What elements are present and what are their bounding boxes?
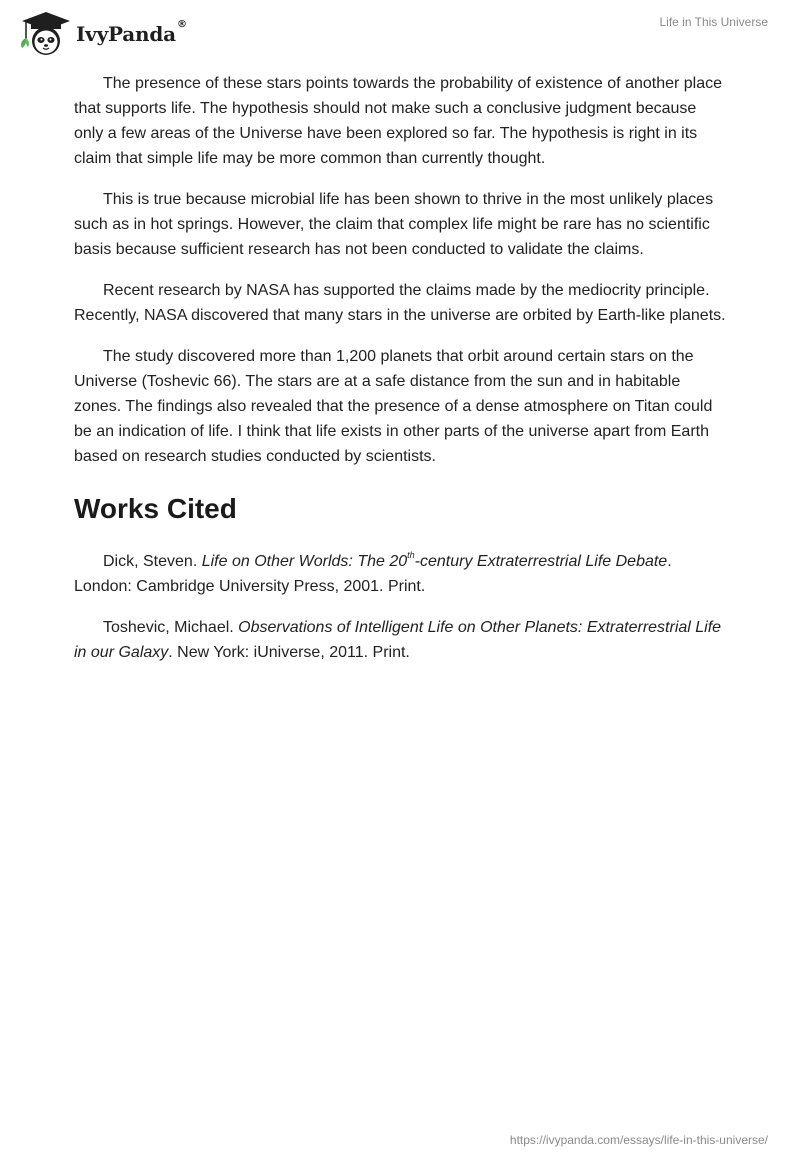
citation-entry [74, 615, 726, 665]
source-url[interactable]: https://ivypanda.com/essays/life-in-this-universe/ [509, 1133, 768, 1147]
essay-content [74, 71, 726, 681]
registered-mark: ® [176, 19, 187, 30]
ivypanda-logo[interactable] [14, 9, 187, 57]
citation-title: Observations of Intelligent Life on Other Planets: Extraterrestrial Life in our Galaxy [74, 619, 722, 661]
citation-title-superscript: th [407, 549, 415, 560]
citation-entry [74, 549, 726, 599]
logo-wordmark [76, 19, 187, 46]
citation-title [201, 549, 668, 570]
citation-author: Dick, Steven. [103, 553, 202, 570]
citation-title-part: -century Extraterrestrial Life Debate [414, 553, 668, 570]
body-paragraph: This is true because microbial life has been shown to thrive in the most unlikely places such as in hot springs. However, the claim that complex life might be rare has no scientific basis because sufficient research has not been conducted to validate the claims. [74, 191, 714, 258]
citation-author: Toshevic, Michael. [103, 619, 239, 636]
body-paragraph: The study discovered more than 1,200 planets that orbit around certain stars on the Universe (Toshevic 66). The stars are at a safe distance from the sun and in habitable zones. The findings also revealed that the presence of a dense atmosphere on Titan could be an indication of life. I think that life exists in other parts of the universe apart from Earth based on research studies conducted by scientists. [74, 348, 713, 465]
logo-text: IvyPanda [76, 22, 176, 46]
citation-publication: . New York: iUniverse, 2011. Print. [168, 644, 410, 661]
page-header [0, 0, 800, 60]
citation-title-part: Life on Other Worlds: The 20 [201, 553, 408, 570]
works-cited-heading: Works Cited [74, 493, 237, 524]
document-title: Life in This Universe [659, 15, 768, 29]
body-paragraph: Recent research by NASA has supported the claims made by the mediocrity principle. Recently, NASA discovered that many stars in the universe are orbited by Earth-like planets. [74, 282, 726, 324]
citation-publication: . London: Cambridge University Press, 2001. Print. [74, 553, 672, 595]
panda-graduate-icon [14, 9, 72, 57]
body-paragraph: The presence of these stars points towards the probability of existence of another place that supports life. The hypothesis should not make such a conclusive judgment because only a few areas of the Universe have been explored so far. The hypothesis is right in its claim that simple life may be more common than currently thought. [74, 75, 723, 167]
